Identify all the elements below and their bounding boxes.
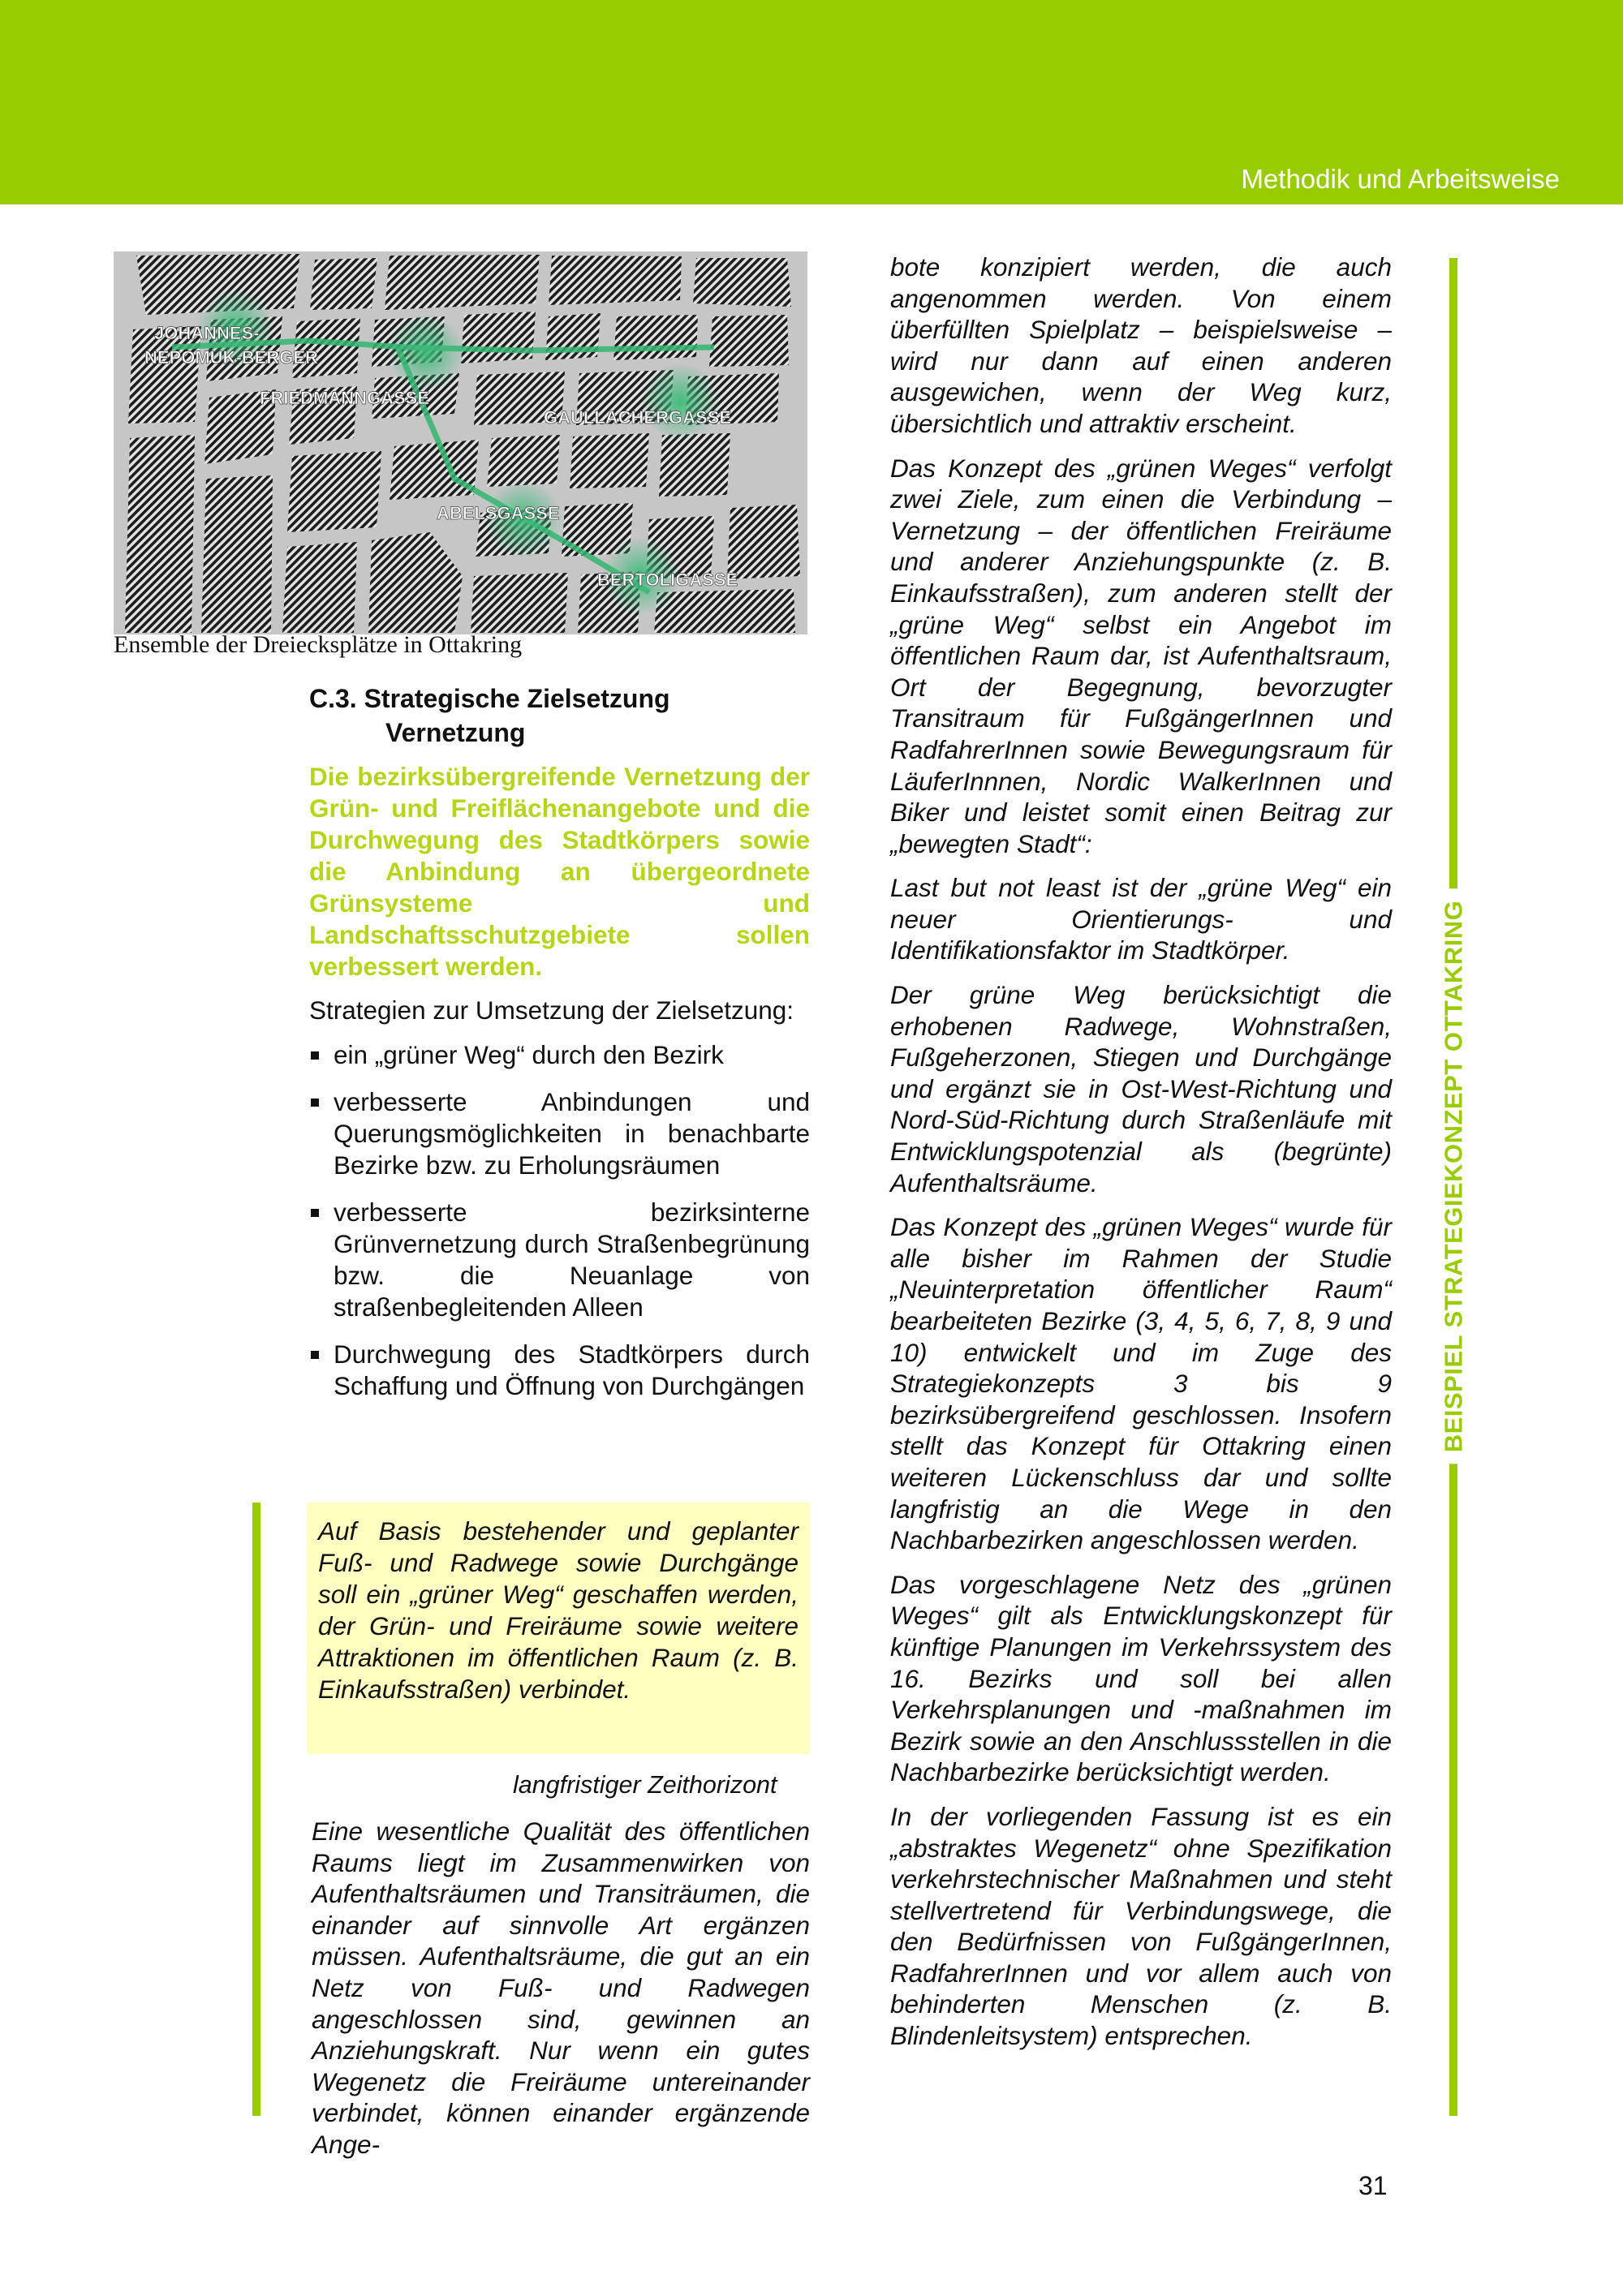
section-heading-line2: Vernetzung	[385, 718, 526, 747]
highlight-box	[307, 1503, 810, 1754]
list-item: Durchwegung des Stadtkörpers durch Schaffung und Öffnung von Durchgängen	[309, 1339, 810, 1402]
paragraph: bote konzipiert werden, die auch angenommen werden. Von einem überfüllten Spielplatz – beispielsweise – wird nur dann auf einen anderen ausgewichen, wenn der Weg kurz, übersichtlich und attraktiv erscheint.	[890, 252, 1392, 438]
map-image	[114, 252, 807, 634]
paragraph: Der grüne Weg berücksichtigt die erhobenen Radwege, Wohnstraßen, Fußgeherzonen, Stiegen und Durchgänge und ergänzt sie in Ost-West-Richtung und Nord-Süd-Richtung durch Straßenläufe mit Entwicklungspotenzial als (begrünte) Aufenthaltsräume.	[890, 980, 1392, 1197]
figure-caption: Ensemble der Dreiecksplätze in Ottakring	[114, 631, 523, 658]
section-heading-line1: C.3. Strategische Zielsetzung	[309, 684, 670, 713]
header-bar	[0, 0, 1623, 204]
paragraph: In der vorliegenden Fassung ist es ein „abstraktes Wegenetz“ ohne Spezifikation verkehrstechnischer Maßnahmen und steht stellvertretend für Verbindungswege, die den Bedürfnissen von FußgängerInnen, RadfahrerInnen und vor allem auch von behinderten Menschen (z. B. Blindenleitsystem) entsprechen.	[890, 1801, 1392, 2051]
strategies-block	[309, 995, 810, 1417]
map-label-gaullachergasse: GAULLACHERGASSE	[544, 407, 732, 428]
side-label: BEISPIEL STRATEGIEKONZEPT OTTAKRING	[1439, 889, 1468, 1464]
paragraph: Das Konzept des „grünen Weges“ verfolgt zwei Ziele, zum einen die Verbindung – Vernetzung – der öffentlichen Freiräume und anderer Anziehungspunkte (z. B. Einkaufsstraßen), zum anderen stellt der „grüne Weg“ selbst ein Angebot im öffentlichen Raum dar, ist Aufenthaltsraum, Ort der Begegnung, bevorzugter Transitraum für FußgängerInnen und RadfahrerInnen sowie Bewegungsraum für LäuferInnnen, Nordic WalkerInnen und Biker und leistet somit einen Beitrag zur „bewegten Stadt“:	[890, 453, 1392, 858]
map-label-nepomuk: NEPOMUK-BERGER	[144, 347, 318, 368]
side-label-wrap	[1438, 308, 1469, 2044]
strategies-intro: Strategien zur Umsetzung der Zielsetzung:	[309, 995, 794, 1025]
time-horizon: langfristiger Zeithorizont	[513, 1771, 777, 1799]
strategies-list	[309, 1039, 810, 1402]
list-item: verbesserte bezirksinterne Grünvernetzung durch Straßenbegrünung bzw. die Neuanlage von straßenbegleitenden Alleen	[309, 1197, 810, 1323]
section-heading	[309, 681, 670, 750]
section-title: Methodik und Arbeitsweise	[1241, 164, 1560, 194]
quote-body: Eine wesentliche Qualität des öffentlichen Raums liegt im Zusammenwirken von Aufenthaltsräumen und Transiträumen, die einander auf sinnvolle Art ergänzen müssen. Aufenthaltsräume, die gut an ein Netz von Fuß- und Radwegen angeschlossen sind, gewinnen an Anziehungskraft. Nur wenn ein gutes Wegenetz die Freiräume untereinander verbindet, können einander ergänzende Ange-	[312, 1817, 810, 2159]
lead-paragraph: Die bezirksübergreifende Vernetzung der Grün- und Freiflächenangebote und die Durchwegung des Stadtkörpers sowie die Anbindung an übergeordnete Grünsysteme und Landschaftsschutzgebiete sollen verbessert werden.	[309, 762, 810, 981]
right-column	[890, 252, 1392, 2065]
page-number: 31	[1358, 2171, 1388, 2200]
list-item: verbesserte Anbindungen und Querungsmöglichkeiten in benachbarte Bezirke bzw. zu Erholungsräumen	[309, 1086, 810, 1181]
highlight-text: Auf Basis bestehender und geplanter Fuß- und Radwege sowie Durchgänge soll ein „grüner Weg“ geschaffen werden, der Grün- und Freiräume sowie weitere Attraktionen im öffentlichen Raum (z. B. Einkaufsstraßen) verbindet.	[318, 1516, 799, 1704]
map-figure	[114, 252, 807, 634]
paragraph: Last but not least ist der „grüne Weg“ ein neuer Orientierungs- und Identifikationsfaktor im Stadtkörper.	[890, 873, 1392, 965]
quote-accent-bar	[252, 1503, 260, 2116]
map-label-johannes: JOHANNES-	[154, 323, 260, 343]
list-item: ein „grüner Weg“ durch den Bezirk	[309, 1039, 810, 1071]
map-label-bertoligasse: BERTOLIGASSE	[597, 570, 738, 590]
map-label-friedmanngasse: FRIEDMANNGASSE	[260, 388, 430, 408]
map-label-abelsgasse: ABELSGASSE	[437, 503, 560, 523]
paragraph: Das vorgeschlagene Netz des „grünen Weges“ gilt als Entwicklungskonzept für künftige Planungen im Verkehrssystem des 16. Bezirks und soll bei allen Verkehrsplanungen und -maßnahmen im Bezirk sowie an den Anschlussstellen in die Nachbarbezirke berücksichtigt werden.	[890, 1569, 1392, 1787]
paragraph: Das Konzept des „grünen Weges“ wurde für alle bisher im Rahmen der Studie „Neuinterpretation öffentlicher Raum“ bearbeiteten Bezirke (3, 4, 5, 6, 7, 8, 9 und 10) entwickelt und im Zuge des Strategiekonzepts 3 bis 9 bezirksübergreifend geschlossen. Insofern stellt das Konzept für Ottakring einen weiteren Lückenschluss dar und sollte langfristig an die Wege in den Nachbarbezirken angeschlossen werden.	[890, 1212, 1392, 1555]
